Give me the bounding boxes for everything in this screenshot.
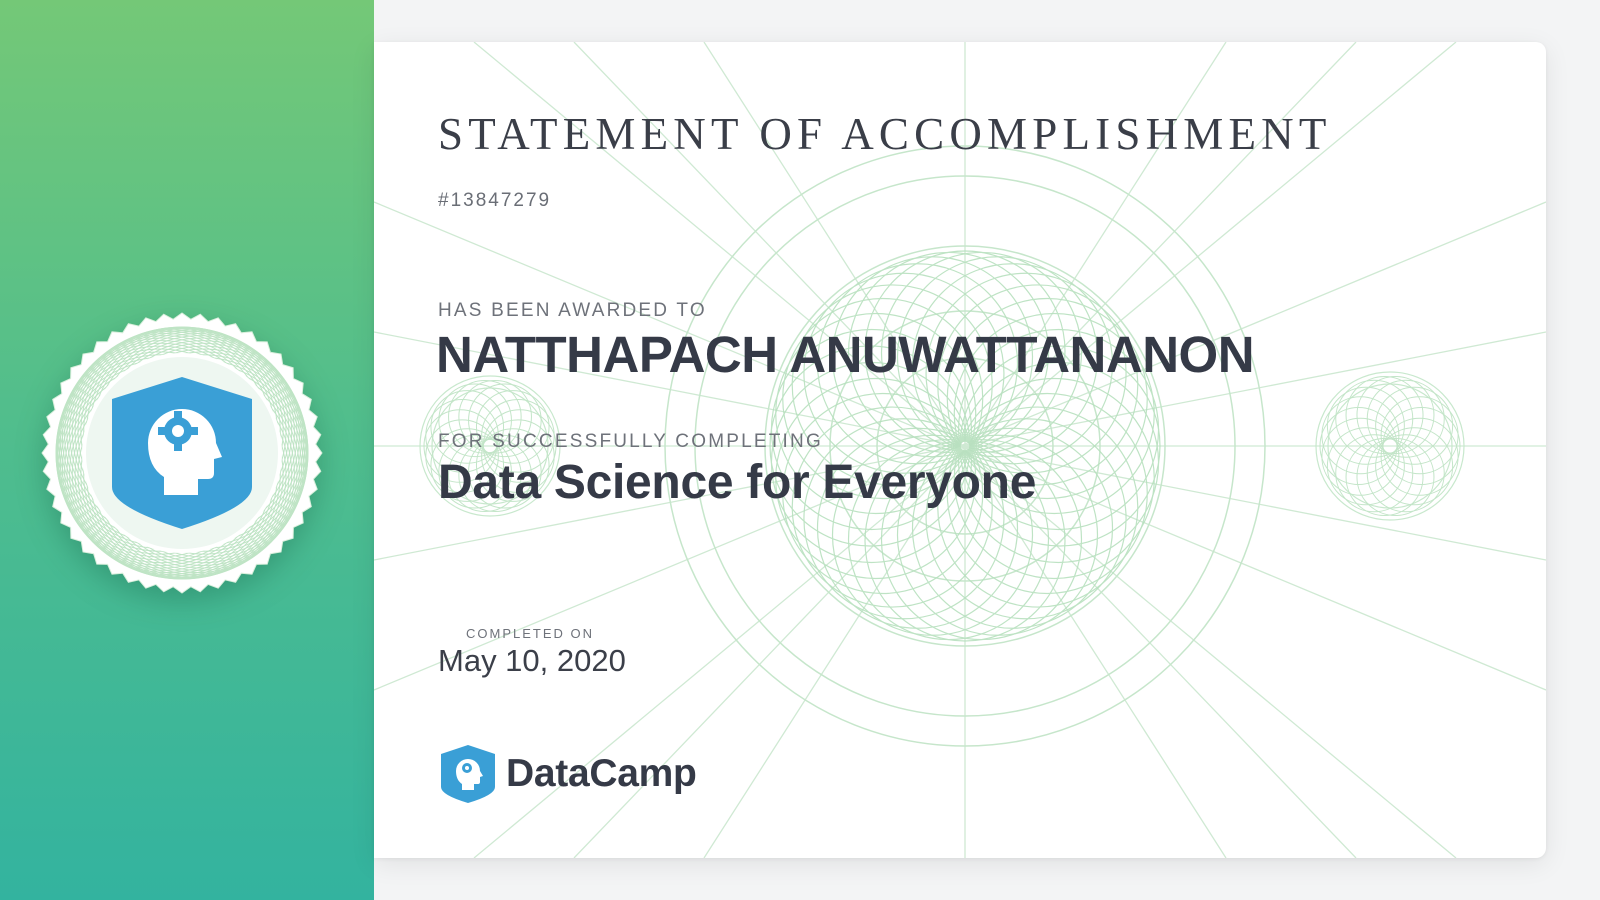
course-title: Data Science for Everyone (438, 456, 1037, 509)
completed-label: COMPLETED ON (466, 626, 595, 641)
certificate-title: STATEMENT OF ACCOMPLISHMENT (438, 109, 1332, 159)
datacamp-head-icon (438, 743, 498, 805)
course-badge-seal (40, 311, 324, 595)
datacamp-brand (438, 742, 697, 806)
completing-label: FOR SUCCESSFULLY COMPLETING (438, 431, 823, 452)
certificate-id: #13847279 (438, 190, 552, 211)
brand-name: DataCamp (506, 752, 697, 795)
awarded-label: HAS BEEN AWARDED TO (438, 300, 707, 321)
brain-gear-icon (112, 377, 252, 529)
completed-date: May 10, 2020 (438, 643, 626, 678)
recipient-name: NATTHAPACH ANUWATTANANON (436, 326, 1255, 383)
